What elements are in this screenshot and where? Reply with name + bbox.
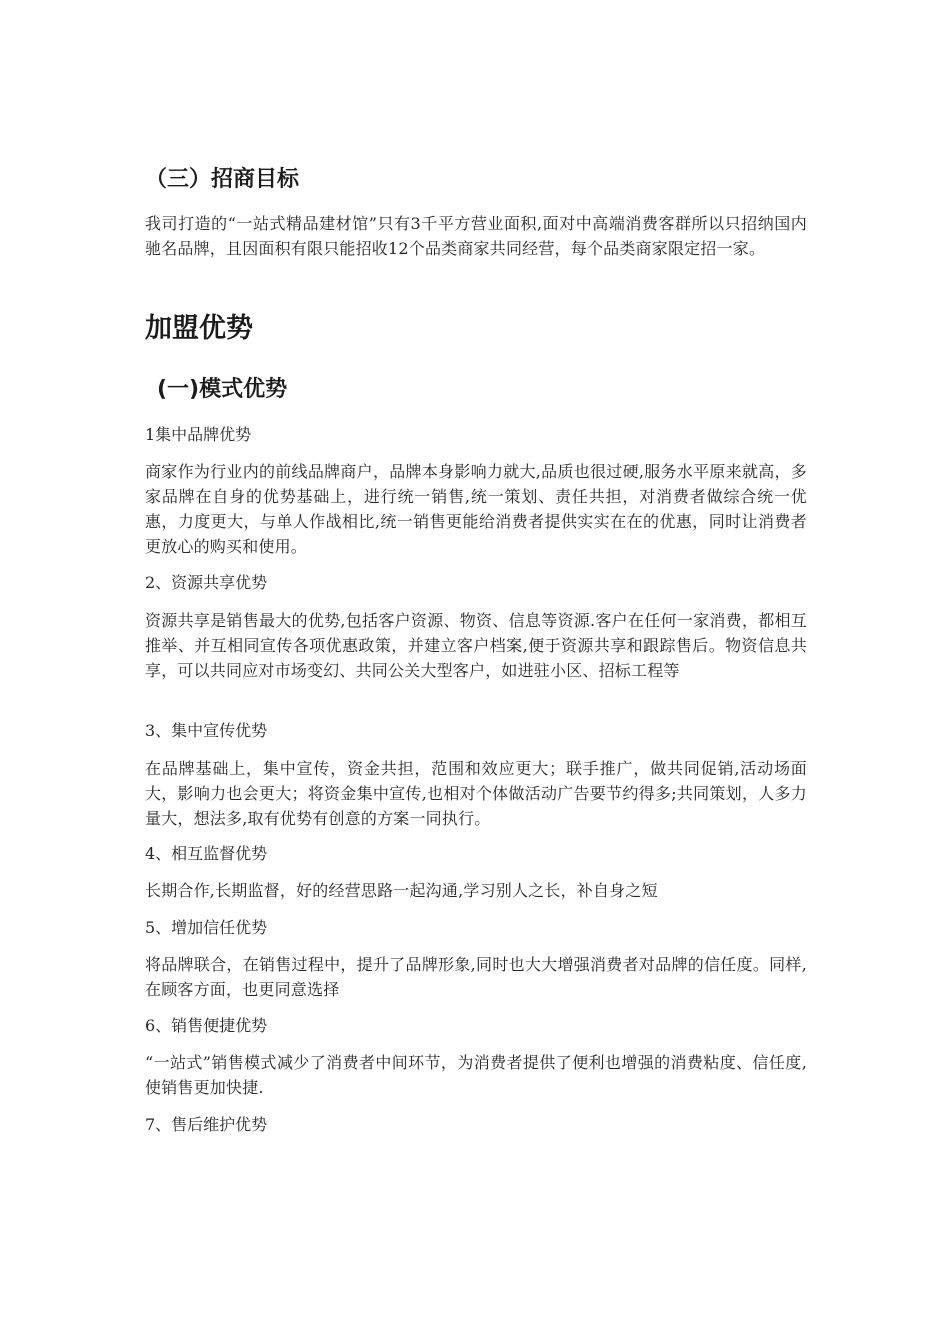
advantage-body-3: 在品牌基础上，集中宣传，资金共担，范围和效应更大；联手推广，做共同促销,活动场面大，影响力也会更大；将资金集中宣传,也相对个体做活动广告要节约得多;共同策划，人多力量大，想法多,取有优势有创意的方案一同执行。 [145,759,807,828]
advantage-body-6: “一站式”销售模式减少了消费者中间环节，为消费者提供了便利也增强的消费粘度、信任度,使销售更加快捷. [145,1053,807,1097]
section-heading-recruitment-goal: （三）招商目标 [145,167,300,192]
advantage-title-4: 4、相互监督优势 [145,844,268,863]
advantage-title-3: 3、集中宣传优势 [145,721,268,740]
advantage-title-1: 1集中品牌优势 [145,425,252,444]
advantage-title-2: 2、资源共享优势 [145,573,268,592]
advantage-body-4: 长期合作,长期监督，好的经营思路一起沟通,学习别人之长，补自身之短 [145,881,658,900]
page-heading-franchise-advantages: 加盟优势 [145,313,253,344]
advantage-body-1: 商家作为行业内的前线品牌商户，品牌本身影响力就大,品质也很过硬,服务水平原来就高，多家品牌在自身的优势基础上，进行统一销售,统一策划、责任共担，对消费者做综合统一优惠，力度更大，与单人作战相比,统一销售更能给消费者提供实实在在的优惠，同时让消费者更放心的购买和使用。 [145,462,807,556]
advantage-body-2: 资源共享是销售最大的优势,包括客户资源、物资、信息等资源.客户在任何一家消费，都相互推举、并互相同宣传各项优惠政策，并建立客户档案,便于资源共享和跟踪售后。物资信息共享，可以共同应对市场变幻、共同公关大型客户，如进驻小区、招标工程等 [145,611,807,680]
advantage-title-6: 6、销售便捷优势 [145,1016,268,1035]
advantage-title-7: 7、售后维护优势 [145,1115,268,1134]
advantage-body-5: 将品牌联合，在销售过程中，提升了品牌形象,同时也大大增强消费者对品牌的信任度。同样,在顾客方面，也更同意选择 [145,955,807,999]
recruitment-goal-paragraph: 我司打造的“一站式精品建材馆”只有3千平方营业面积,面对中高端消费客群所以只招纳国内驰名品牌，且因面积有限只能招收12个品类商家共同经营，每个品类商家限定招一家。 [145,214,807,258]
section-heading-model-advantages: (一)模式优势 [157,377,288,402]
advantage-title-5: 5、增加信任优势 [145,918,268,937]
